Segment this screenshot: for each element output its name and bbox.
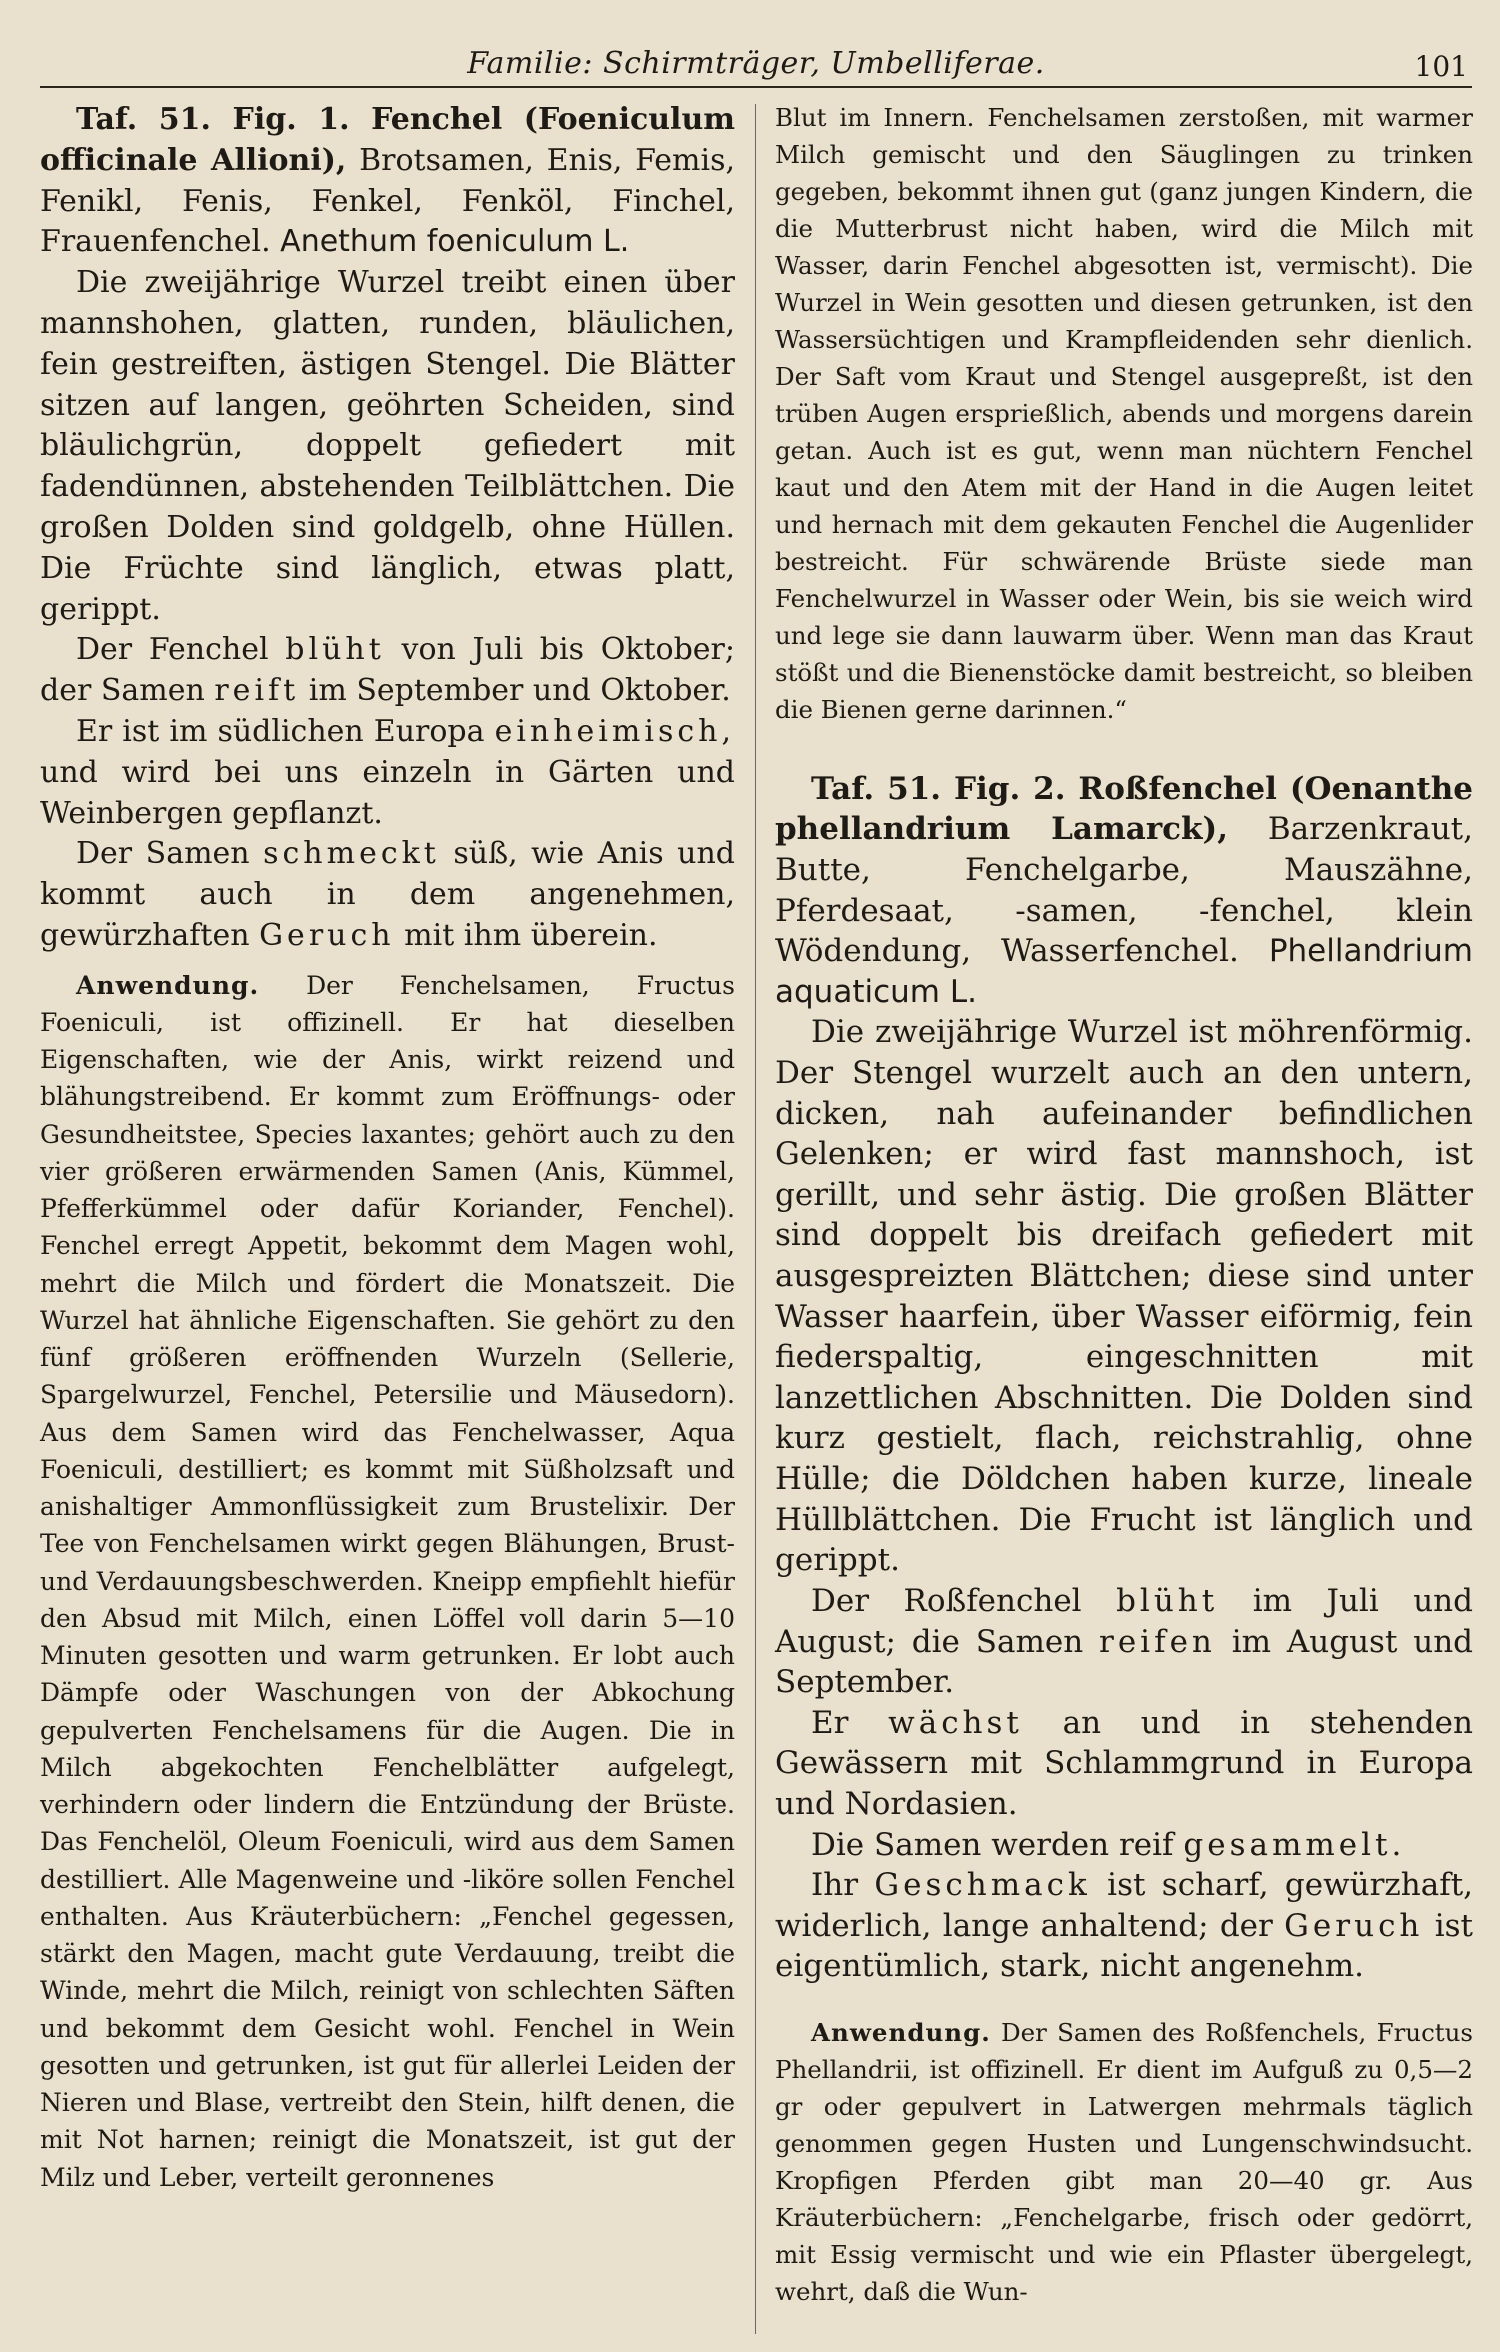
text-run: Der Fenchel	[76, 632, 269, 668]
paragraph-usage	[40, 967, 735, 2196]
paragraph-continued: Blut im Innern. Fenchelsamen zerstoßen, mit warmer Milch gemischt und den Säuglingen zu trinken gegeben, bekommt ihnen gut (ganz jungen Kindern, die die Mutterbrust nicht haben, wird die Milch mit Wasser, darin Fenchel abgesotten ist, vermischt). Die Wurzel in Wein gesotten und diesen getrunken, ist den Wassersüchtigen und Krampfleidenden sehr dienlich. Der Saft vom Kraut und Stengel ausgepreßt, ist den trüben Augen ersprießlich, abends und morgens darein getan. Auch ist es gut, wenn man nüchtern Fenchel kaut und den Atem mit der Hand in die Augen leitet und hernach mit dem gekauten Fenchel die Augenlider bestreicht. Für schwärende Brüste siede man Fenchelwurzel in Wasser oder Wein, bis sie weich wird und lege sie dann lauwarm über. Wenn man das Kraut stößt und die Bienenstöcke damit bestreicht, so bleiben die Bienen gerne darinnen.“	[775, 103, 1473, 724]
column-divider	[755, 104, 756, 2334]
text-run: mit ihm überein.	[404, 917, 658, 953]
entry-latin-name: Phellandrium aquaticum L.	[775, 933, 1474, 1010]
entry-rossfenchel-title	[775, 769, 1473, 1013]
paragraph-taste	[40, 834, 735, 956]
entry-latin-name: Anethum foeniculum L.	[280, 224, 630, 260]
spaced-term: blüht	[285, 632, 385, 668]
entry-rossfenchel	[775, 769, 1473, 1987]
spaced-term: Geruch	[259, 917, 395, 953]
spacer	[775, 1987, 1473, 2015]
spaced-term: reift	[214, 673, 300, 709]
paragraph-usage	[775, 2015, 1473, 2311]
text-run: im August und September.	[775, 1623, 1474, 1701]
text-run: Der Samen	[76, 836, 250, 872]
text-run: Er ist im südlichen Europa	[76, 713, 485, 749]
entry-synonyms: Brotsamen, Enis, Femis, Fenikl, Fenis, Fenkel, Fenköl, Finchel, Frauenfenchel.	[40, 142, 735, 260]
paragraph-taste	[775, 1865, 1473, 1987]
text-run: im Juli und August; die Samen	[775, 1582, 1473, 1660]
usage-text: Der Samen des Roßfenchels, Fructus Phellandrii, ist offizinell. Er dient im Aufguß zu 0,5—2 gr oder gepulvert in Latwergen mehrmals täglich genommen gegen Husten und Lungenschwindsucht. Kropfigen Pferden gibt man 20—40 gr. Aus Kräuterbüchern: „Fenchelgarbe, frisch oder gedörrt, mit Essig vermischt und wie ein Pflaster übergelegt, wehrt, daß die Wun-	[775, 2018, 1473, 2306]
paragraph-habitat	[775, 1703, 1473, 1825]
paragraph-flowering	[775, 1581, 1473, 1703]
left-column	[40, 100, 735, 2196]
paragraph-harvest	[775, 1825, 1473, 1866]
entry-synonyms: Barzenkraut, Butte, Fenchelgarbe, Mauszähne, Pferdesaat, -samen, -fenchel, klein Wödendung, Wasserfenchel.	[775, 811, 1473, 970]
paragraph-habitat	[40, 712, 735, 834]
page-number: 101	[1414, 50, 1468, 83]
running-head: Familie: Schirmträger, Umbelliferae.	[467, 46, 1045, 81]
spacer	[775, 729, 1473, 769]
spaced-term: blüht	[1116, 1582, 1219, 1619]
usage-text: Der Fenchelsamen, Fructus Foeniculi, ist offizinell. Er hat dieselben Eigenschaften, wie der Anis, wirkt reizend und blähungstreibend. Er kommt zum Eröffnungs- oder Gesundheitstee, Species laxantes; gehört auch zu den vier größeren erwärmenden Samen (Anis, Kümmel, Pfefferkümmel oder dafür Koriander, Fenchel). Fenchel erregt Appetit, bekommt dem Magen wohl, mehrt die Milch und fördert die Monatszeit. Die Wurzel hat ähnliche Eigenschaften. Sie gehört zu den fünf größeren eröffnenden Wurzeln (Sellerie, Spargelwurzel, Fenchel, Petersilie und Mäusedorn). Aus dem Samen wird das Fenchelwasser, Aqua Foeniculi, destilliert; es kommt mit Süßholzsaft und anishaltiger Ammonflüssigkeit zum Brustelixir. Der Tee von Fenchelsamen wirkt gegen Blähungen, Brust- und Verdauungsbeschwerden. Kneipp empfiehlt hiefür den Absud mit Milch, einen Löffel voll darin 5—10 Minuten gesotten und warm getrunken. Er lobt auch Dämpfe oder Waschungen von der Abkochung gepulverten Fenchelsamens für die Augen. Die in Milch abgekochten Fenchelblätter aufgelegt, verhindern oder lindern die Entzündung der Brüste. Das Fenchelöl, Oleum Foeniculi, wird aus dem Samen destilliert. Alle Magenweine und -liköre sollen Fenchel enthalten. Aus Kräuterbüchern: „Fenchel gegessen, stärkt den Magen, macht gute Verdauung, treibt die Winde, mehrt die Milch, reinigt von schlechten Säften und bekommt dem Gesicht wohl. Fenchel in Wein gesotten und getrunken, ist gut für allerlei Leiden der Nieren und Blase, vertreibt den Stein, hilft denen, die mit Not harnen; reinigt die Monatszeit, ist gut der Milz und Leber, verteilt geronnenes	[40, 970, 735, 2192]
usage-label: Anwendung.	[76, 970, 260, 1000]
paragraph-description: Die zweijährige Wurzel ist möhrenförmig. Der Stengel wurzelt auch an den untern, dicken, nah aufeinander befindlichen Gelenken; er wird fast mannshoch, ist gerillt, und sehr ästig. Die großen Blätter sind doppelt bis dreifach gefiedert mit ausgespreizten Blättchen; diese sind unter Wasser haarfein, über Wasser eiförmig, fein fiederspaltig, eingeschnitten mit lanzettlichen Abschnitten. Die Dolden sind kurz gestielt, flach, reichstrahlig, ohne Hülle; die Döldchen haben kurze, lineale Hüllblättchen. Die Frucht ist länglich und gerippt.	[775, 1014, 1473, 1579]
text-run: Ihr	[811, 1867, 859, 1904]
entry-fenchel-title	[40, 100, 735, 263]
header-rule	[40, 86, 1472, 88]
text-run: Er	[811, 1704, 849, 1741]
text-run: süß, wie Anis und kommt auch in dem angenehmen, gewürzhaften	[40, 836, 735, 953]
paragraph-description: Die zweijährige Wurzel treibt einen über mannshohen, glatten, runden, bläulichen, fein gestreiften, ästigen Stengel. Die Blätter sitzen auf langen, geöhrten Scheiden, sind bläulichgrün, doppelt gefiedert mit fadendünnen, abstehenden Teilblättchen. Die großen Dolden sind goldgelb, ohne Hüllen. Die Früchte sind länglich, etwas platt, gerippt.	[40, 265, 735, 627]
entry-heading: Taf. 51. Fig. 1. Fenchel (Foeniculum officinale Allioni),	[40, 102, 735, 178]
spaced-term: wächst	[888, 1704, 1023, 1741]
text-run: von Juli bis Oktober; der Samen	[40, 632, 735, 709]
entry-heading: Taf. 51. Fig. 2. Roßfenchel (Oenanthe phellandrium Lamarck),	[775, 770, 1473, 848]
paragraph-flowering	[40, 630, 735, 712]
spaced-term: einheimisch,	[494, 713, 735, 749]
text-run: Die Samen werden reif	[811, 1826, 1174, 1863]
right-column	[775, 100, 1473, 2311]
text-run: ist eigentümlich, stark, nicht angenehm.	[775, 1907, 1474, 1985]
text-run: an und in stehenden Gewässern mit Schlammgrund in Europa und Nordasien.	[775, 1704, 1473, 1822]
text-run: Der Roßfenchel	[811, 1582, 1082, 1619]
spaced-term: Geruch	[1284, 1907, 1424, 1944]
spaced-term: Geschmack	[874, 1867, 1091, 1904]
text-run: im September und Oktober.	[308, 673, 731, 709]
spaced-term: reifen	[1099, 1623, 1216, 1660]
text-run: und wird bei uns einzeln in Gärten und Weinbergen gepflanzt.	[40, 754, 735, 831]
text-run: ist scharf, gewürzhaft, widerlich, lange anhaltend; der	[775, 1867, 1474, 1944]
spaced-term: gesammelt.	[1183, 1826, 1406, 1863]
usage-label: Anwendung.	[811, 2018, 991, 2048]
spaced-term: schmeckt	[263, 836, 440, 872]
